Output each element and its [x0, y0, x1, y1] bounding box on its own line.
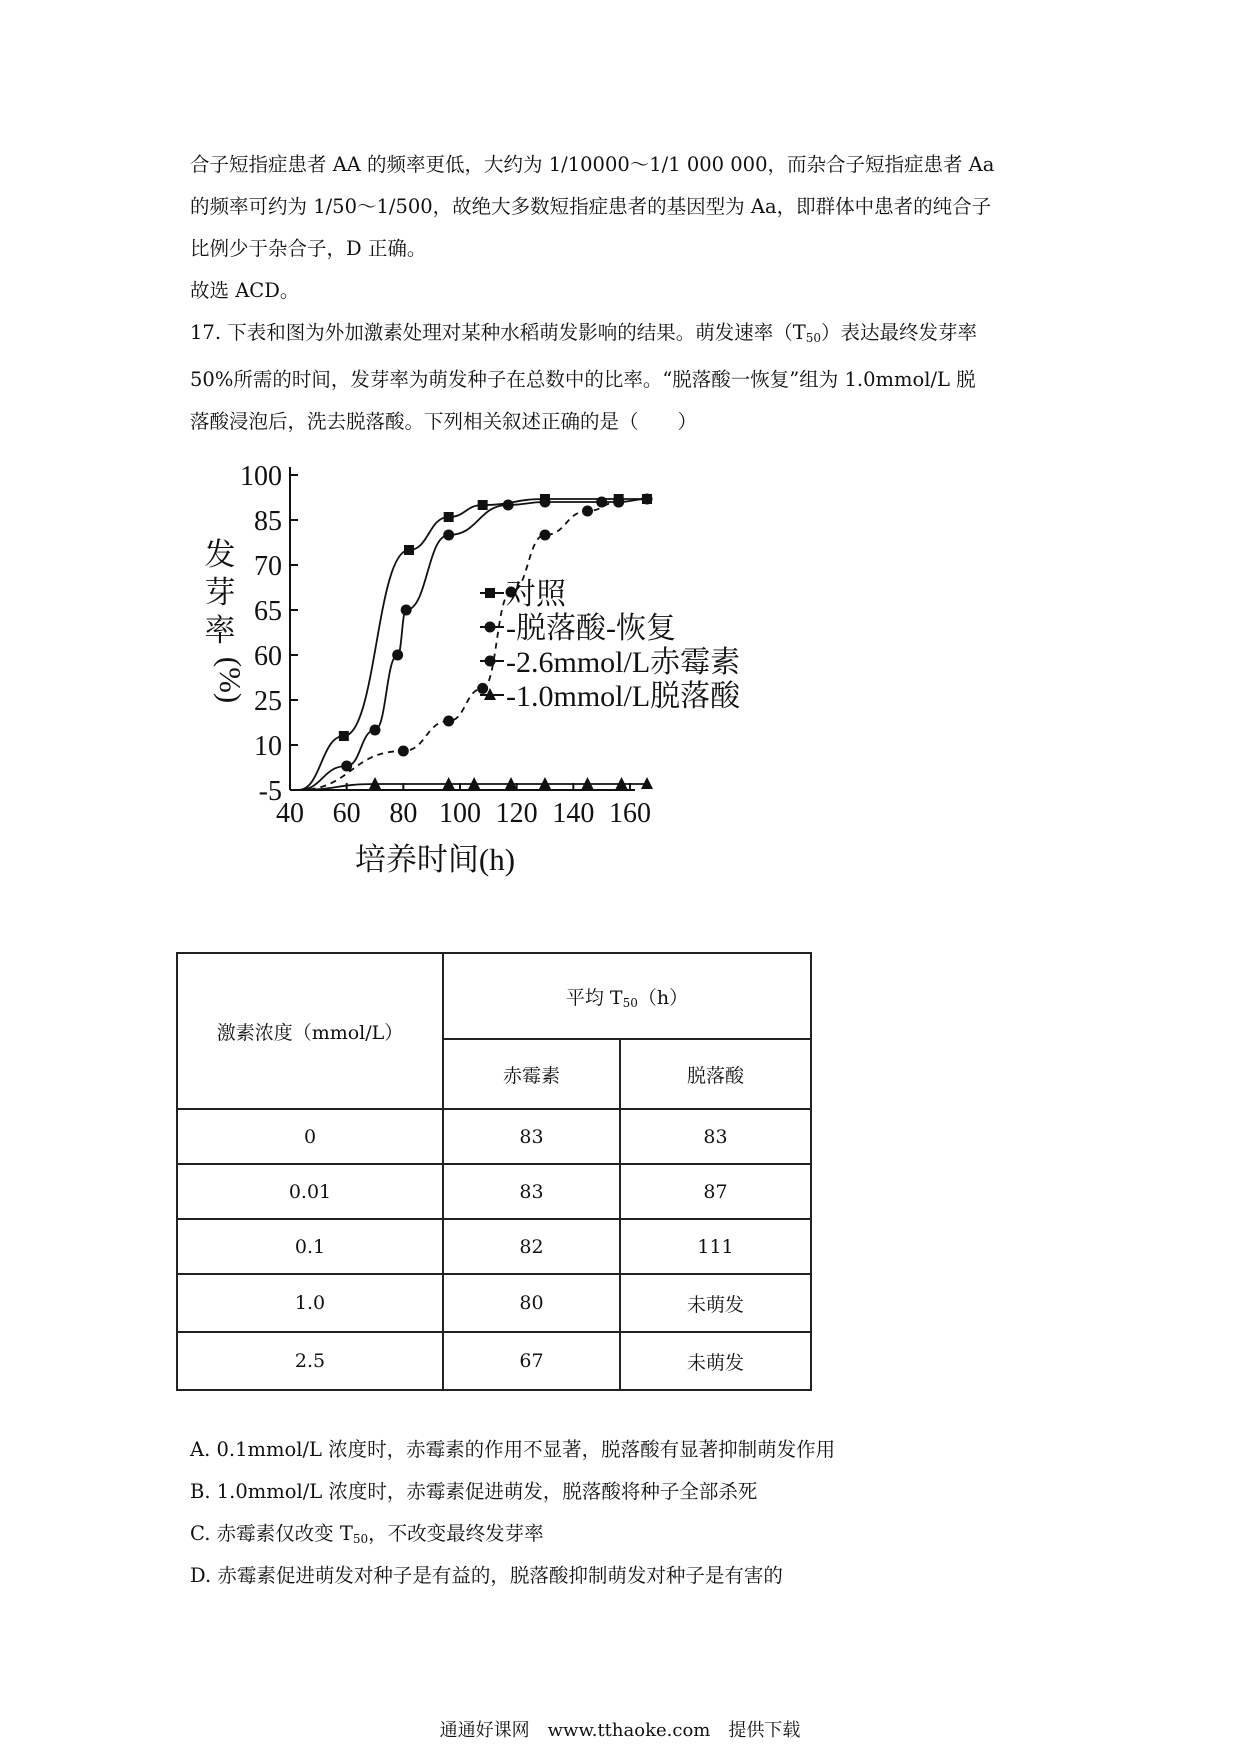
- legend-label: -2.6mmol/L赤霉素: [506, 646, 741, 679]
- x-tick-label: 60: [332, 798, 361, 829]
- circle-marker: [370, 725, 381, 736]
- x-tick-label: 120: [495, 798, 538, 829]
- question-text: ）表达最终发芽率: [821, 321, 978, 344]
- legend-item: [480, 612, 676, 645]
- germination-chart: [190, 455, 870, 900]
- x-tick-label: 140: [552, 798, 595, 829]
- cell-gibberellin: 80: [443, 1274, 620, 1332]
- square-marker: [485, 588, 495, 598]
- intro-line: 合子短指症患者 AA 的频率更低，大约为 1/10000～1/1 000 000，而杂合子短指症患者 Aa: [190, 153, 995, 176]
- cell-abscisic-acid: 83: [620, 1109, 811, 1164]
- square-marker: [444, 512, 454, 522]
- chart-legend: [480, 578, 741, 713]
- option-d: D. 赤霉素促进萌发对种子是有益的，脱落酸抑制萌发对种子是有害的: [190, 1564, 783, 1587]
- circle-marker: [485, 656, 496, 667]
- y-axis-label-char: 芽: [204, 575, 236, 610]
- header-abscisic-acid: 脱落酸: [620, 1039, 811, 1109]
- page-footer: 通通好课网 www.tthaoke.com 提供下载: [439, 1720, 801, 1741]
- intro-line: 故选 ACD。: [190, 279, 300, 302]
- header-concentration: 激素浓度（mmol/L）: [177, 953, 443, 1109]
- circle-marker: [613, 497, 624, 508]
- legend-item: [480, 680, 741, 713]
- triangle-marker: [539, 777, 551, 789]
- data-series: [299, 777, 654, 790]
- triangle-marker: [641, 777, 653, 789]
- circle-marker: [443, 530, 454, 541]
- cell-concentration: 2.5: [177, 1332, 443, 1390]
- circle-marker: [443, 716, 454, 727]
- x-tick-label: 40: [276, 798, 304, 829]
- option-text: C. 赤霉素仅改变 T: [190, 1522, 353, 1545]
- circle-marker: [540, 530, 551, 541]
- header-text: （h）: [637, 986, 689, 1009]
- legend-label: -1.0mmol/L脱落酸: [506, 680, 741, 713]
- x-tick-label: 80: [389, 798, 418, 829]
- question-line: 50%所需的时间，发芽率为萌发种子在总数中的比率。“脱落酸一恢复”组为 1.0mmol/L 脱: [190, 368, 976, 391]
- legend-label: 对照: [506, 578, 566, 611]
- legend-item: [480, 578, 567, 611]
- cell-concentration: 1.0: [177, 1274, 443, 1332]
- circle-marker: [477, 683, 488, 694]
- cell-gibberellin: 83: [443, 1109, 620, 1164]
- y-tick-label: 25: [254, 686, 282, 717]
- cell-abscisic-acid: 未萌发: [620, 1274, 811, 1332]
- option-a: A. 0.1mmol/L 浓度时，赤霉素的作用不显著，脱落酸有显著抑制萌发作用: [190, 1438, 836, 1461]
- square-marker: [404, 545, 414, 555]
- cell-gibberellin: 82: [443, 1219, 620, 1274]
- option-c: [190, 1518, 544, 1546]
- table-row: [177, 1164, 811, 1219]
- circle-marker: [503, 500, 514, 511]
- triangle-marker: [582, 777, 594, 789]
- circle-marker: [485, 622, 496, 633]
- y-axis-label-char: 发: [204, 537, 236, 572]
- legend-item: [480, 646, 740, 679]
- header-average-t50: [443, 953, 811, 1039]
- circle-marker: [540, 497, 551, 508]
- circle-marker: [398, 746, 409, 757]
- subscript: 50: [622, 995, 638, 1010]
- y-axis-label: [205, 537, 249, 703]
- intro-line: 比例少于杂合子，D 正确。: [190, 237, 427, 260]
- cell-concentration: 0.01: [177, 1164, 443, 1219]
- table-row: [177, 1332, 811, 1390]
- cell-concentration: 0: [177, 1109, 443, 1164]
- option-b: B. 1.0mmol/L 浓度时，赤霉素促进萌发，脱落酸将种子全部杀死: [190, 1480, 758, 1503]
- y-axis-label-unit: (%): [213, 656, 248, 704]
- cell-abscisic-acid: 87: [620, 1164, 811, 1219]
- t50-table: [176, 952, 812, 1391]
- x-tick-label: 100: [439, 798, 481, 829]
- intro-line: 的频率可约为 1/50～1/500，故绝大多数短指症患者的基因型为 Aa，即群体中患者的纯合子: [190, 195, 992, 218]
- legend-label: -脱落酸-恢复: [506, 612, 676, 645]
- table-row: [177, 1274, 811, 1332]
- y-tick-label: -5: [258, 776, 282, 807]
- cell-gibberellin: 67: [443, 1332, 620, 1390]
- cell-abscisic-acid: 111: [620, 1219, 811, 1274]
- triangle-marker: [443, 777, 455, 789]
- question-text: 17. 下表和图为外加激素处理对某种水稻萌发影响的结果。萌发速率（T: [190, 321, 806, 344]
- triangle-marker: [468, 777, 480, 789]
- table-row: [177, 1219, 811, 1274]
- y-tick-label: 100: [240, 461, 282, 492]
- y-tick-label: 60: [254, 641, 282, 672]
- triangle-marker: [505, 777, 517, 789]
- x-tick-label: 160: [609, 798, 651, 829]
- y-tick-label: 85: [254, 506, 282, 537]
- question-line: 落酸浸泡后，洗去脱落酸。下列相关叙述正确的是（ ）: [190, 410, 698, 433]
- option-text: ，不改变最终发芽率: [368, 1522, 544, 1545]
- table-row: [177, 1109, 811, 1164]
- circle-marker: [582, 506, 593, 517]
- cell-concentration: 0.1: [177, 1219, 443, 1274]
- question-line: [190, 312, 1070, 359]
- y-tick-label: 70: [254, 551, 282, 582]
- cell-gibberellin: 83: [443, 1164, 620, 1219]
- triangle-marker: [369, 777, 381, 789]
- circle-marker: [401, 605, 412, 616]
- circle-marker: [392, 650, 403, 661]
- header-text: 平均 T: [565, 986, 623, 1009]
- triangle-marker: [616, 777, 628, 789]
- y-tick-label: 65: [254, 596, 282, 627]
- y-axis-label-char: 率: [204, 613, 236, 648]
- header-gibberellin: 赤霉素: [443, 1039, 620, 1109]
- subscript: 50: [352, 1532, 369, 1546]
- square-marker: [478, 500, 488, 510]
- square-marker: [339, 731, 349, 741]
- question-17-stem: [190, 312, 1070, 443]
- circle-marker: [642, 494, 653, 505]
- subscript: 50: [805, 331, 821, 345]
- y-tick-label: 10: [254, 731, 282, 762]
- intro-paragraph: [190, 144, 1070, 312]
- x-axis-label: 培养时间(h): [354, 842, 516, 877]
- cell-abscisic-acid: 未萌发: [620, 1332, 811, 1390]
